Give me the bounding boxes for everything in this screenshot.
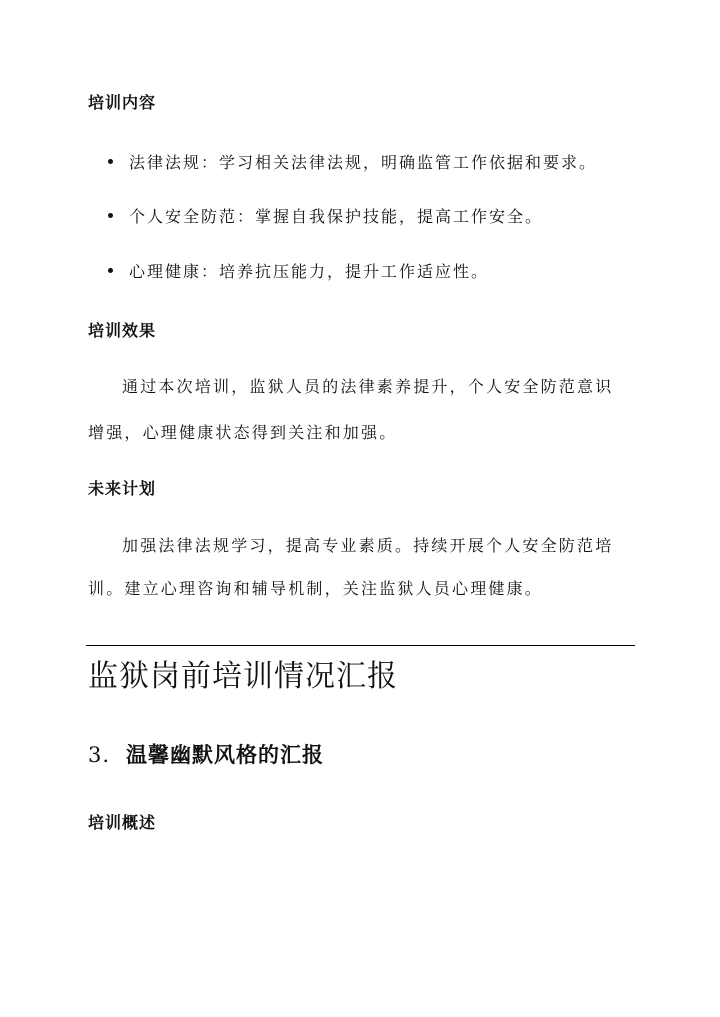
training-effect-paragraph-line-2: 增强，心理健康状态得到关注和加强。 — [88, 423, 398, 442]
horizontal-divider — [86, 645, 635, 646]
list-item-text: 法律法规：学习相关法律法规，明确监管工作依据和要求。 — [129, 153, 598, 172]
training-overview-heading: 培训概述 — [88, 813, 157, 832]
list-item — [108, 204, 543, 227]
section-heading — [88, 739, 324, 769]
bullet-icon — [108, 213, 113, 218]
section-title: 温馨幽默风格的汇报 — [126, 742, 325, 767]
list-item-text: 个人安全防范：掌握自我保护技能，提高工作安全。 — [129, 207, 544, 226]
list-item — [108, 150, 597, 173]
training-effect-paragraph-line-1: 通过本次培训，监狱人员的法律素养提升，个人安全防范意识 — [122, 377, 614, 396]
training-effect-heading: 培训效果 — [88, 321, 157, 340]
future-plan-paragraph-line-1: 加强法律法规学习，提高专业素质。持续开展个人安全防范培 — [122, 536, 614, 555]
training-content-heading: 培训内容 — [88, 93, 157, 112]
bullet-icon — [108, 159, 113, 164]
bullet-icon — [108, 268, 113, 273]
list-item — [108, 259, 489, 282]
section-number: 3. — [88, 743, 111, 767]
future-plan-paragraph-line-2: 训。建立心理咨询和辅导机制，关注监狱人员心理健康。 — [88, 579, 544, 598]
future-plan-heading: 未来计划 — [88, 479, 157, 498]
report-title: 监狱岗前培训情况汇报 — [88, 659, 398, 694]
list-item-text: 心理健康：培养抗压能力，提升工作适应性。 — [129, 262, 490, 281]
